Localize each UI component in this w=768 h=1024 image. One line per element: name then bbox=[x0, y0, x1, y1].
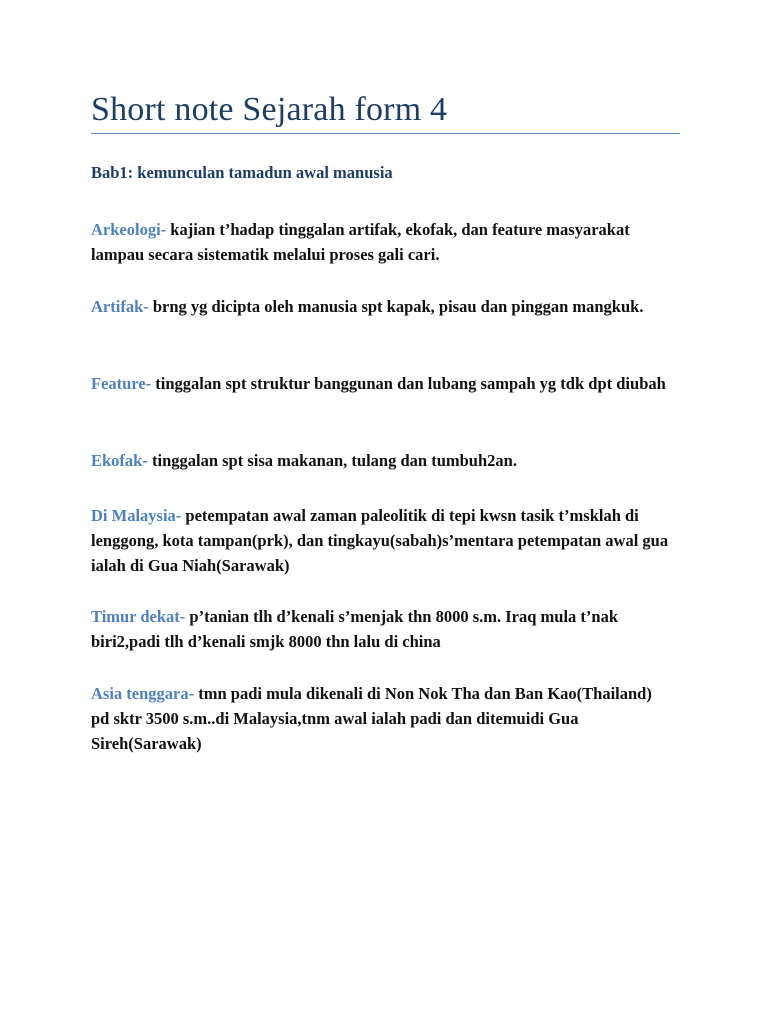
page-title: Short note Sejarah form 4 bbox=[91, 91, 448, 128]
entry-text: petempatan awal zaman paleolitik di tepi kwsn tasik t’msklah di lenggong, kota tampan(prk), dan tingkayu(sabah)s’mentara petempatan awal gua ialah di Gua Niah(Sarawak) bbox=[91, 506, 669, 575]
note-entry-feature bbox=[91, 371, 671, 396]
entry-term: Ekofak- bbox=[91, 451, 148, 470]
entry-text: tinggalan spt struktur banggunan dan lubang sampah yg tdk dpt diubah bbox=[151, 374, 666, 393]
entry-text: kajian t’hadap tinggalan artifak, ekofak, dan feature masyarakat lampau secara sistematik melalui proses gali cari. bbox=[91, 220, 630, 264]
entry-term: Arkeologi- bbox=[91, 220, 167, 239]
entry-text: p’tanian tlh d’kenali s’menjak thn 8000 s.m. Iraq mula t’nak biri2,padi tlh d’kenali smjk 8000 thn lalu di china bbox=[91, 607, 619, 651]
title-underline bbox=[91, 133, 680, 134]
entry-term: Feature- bbox=[91, 374, 152, 393]
note-entry-timur-dekat bbox=[91, 604, 671, 654]
note-entry-arkeologi bbox=[91, 217, 671, 267]
entry-term: Di Malaysia- bbox=[91, 506, 182, 525]
note-entry-asia-tenggara bbox=[91, 681, 671, 756]
entry-text: tinggalan spt sisa makanan, tulang dan tumbuh2an. bbox=[147, 451, 517, 470]
entry-text: tmn padi mula dikenali di Non Nok Tha dan Ban Kao(Thailand) pd sktr 3500 s.m..di Malaysia,tnm awal ialah padi dan ditemuidi Gua Sireh(Sarawak) bbox=[91, 684, 652, 753]
note-entry-artifak bbox=[91, 294, 671, 319]
chapter-heading: Bab1: kemunculan tamadun awal manusia bbox=[91, 163, 393, 182]
note-entry-di-malaysia bbox=[91, 503, 671, 578]
note-entry-ekofak bbox=[91, 448, 671, 473]
entry-text: brng yg dicipta oleh manusia spt kapak, pisau dan pinggan mangkuk. bbox=[148, 297, 644, 316]
entry-term: Asia tenggara- bbox=[91, 684, 195, 703]
entry-term: Timur dekat- bbox=[91, 607, 186, 626]
entry-term: Artifak- bbox=[91, 297, 149, 316]
